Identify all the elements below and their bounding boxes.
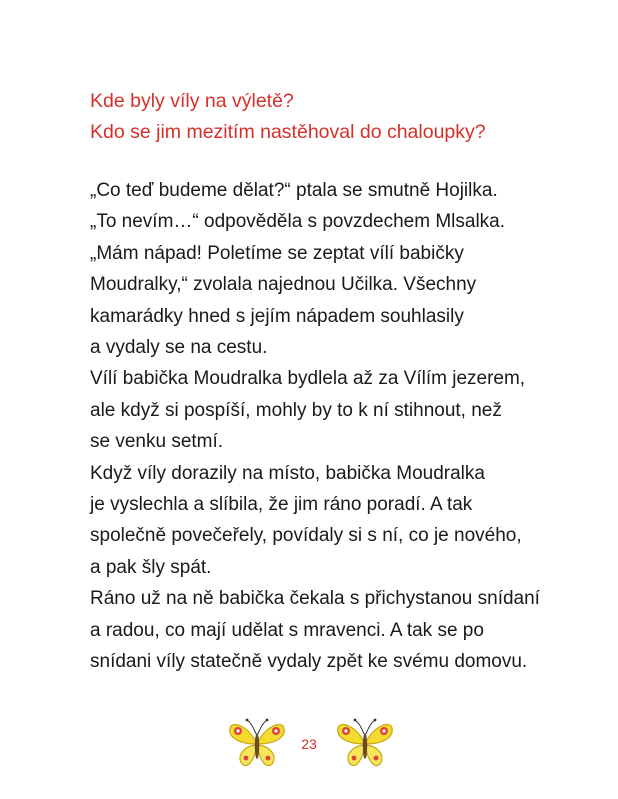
text-line: kamarádky hned s jejím nápadem souhlasily bbox=[90, 305, 464, 327]
text-line: snídani víly statečně vydaly zpět ke svému domovu. bbox=[90, 651, 528, 673]
page-footer bbox=[0, 712, 618, 774]
story-text bbox=[90, 175, 540, 678]
text-line: ale když si pospíší, mohly by to k ní stihnout, než bbox=[90, 399, 502, 421]
text-line: Vílí babička Moudralka bydlela až za Vílím jezerem, bbox=[90, 368, 526, 390]
text-line: a radou, co mají udělat s mravenci. A tak se po bbox=[90, 619, 484, 641]
questions-heading bbox=[90, 86, 486, 148]
page-number: 23 bbox=[301, 736, 317, 752]
text-line: Když víly dorazily na místo, babička Moudralka bbox=[90, 462, 485, 484]
text-line: Moudralky,“ zvolala najednou Učilka. Všechny bbox=[90, 274, 477, 296]
question-line: Kdo se jim mezitím nastěhoval do chaloupky? bbox=[90, 121, 486, 143]
text-line: „To nevím…“ odpověděla s povzdechem Mlsalka. bbox=[90, 211, 506, 233]
text-line: společně povečeřely, povídaly si s ní, co je nového, bbox=[90, 525, 522, 547]
text-line: „Mám nápad! Poletíme se zeptat vílí babičky bbox=[90, 242, 464, 264]
text-line: „Co teď budeme dělat?“ ptala se smutně Hojilka. bbox=[90, 180, 498, 201]
text-line: a vydaly se na cestu. bbox=[90, 337, 268, 359]
butterfly-icon bbox=[334, 712, 396, 774]
text-line: je vyslechla a slíbila, že jim ráno poradí. A tak bbox=[90, 494, 473, 516]
text-line: se venku setmí. bbox=[90, 431, 224, 453]
text-line: Ráno už na ně babička čekala s přichystanou snídaní bbox=[90, 588, 540, 610]
text-line: a pak šly spát. bbox=[90, 556, 212, 578]
question-line: Kde byly víly na výletě? bbox=[90, 90, 294, 112]
butterfly-icon bbox=[226, 712, 288, 774]
